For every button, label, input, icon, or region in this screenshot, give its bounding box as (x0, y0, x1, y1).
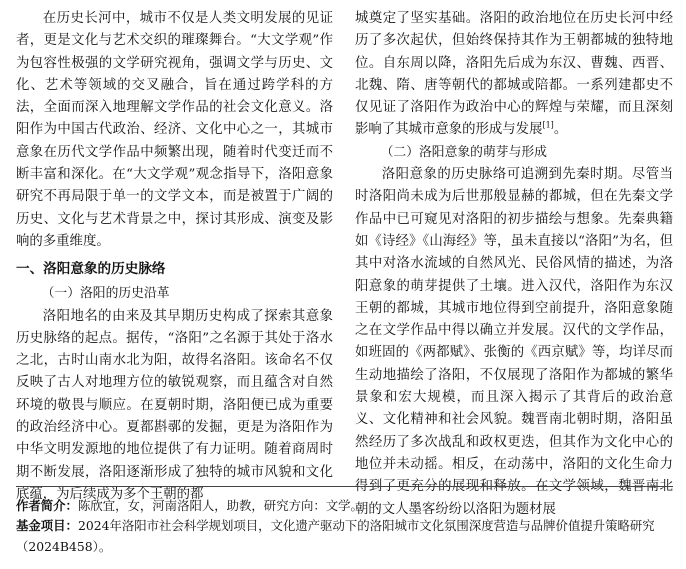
fund-label: 基金项目： (16, 518, 78, 533)
section-heading-history: 一、洛阳意象的历史脉络 (16, 261, 166, 278)
fund-text: 2024年洛阳市社会科学规划项目，文化遗产驱动下的洛阳城市文化氛围深度营造与品牌价值提升策略研究（2024B458）。 (16, 518, 655, 554)
continued-paragraph-end: 。 (553, 122, 568, 138)
right-column (355, 8, 673, 521)
continued-paragraph-text: 城奠定了坚实基础。洛阳的政治地位在历史长河中经历了多次起伏，但始终保持其作为王朝都城的独特地位。自东周以降，洛阳先后成为东汉、曹魏、西晋、北魏、隋、唐等朝代的都城或陪都。一系列建都史不仅见证了洛阳作为政治中心的辉煌与荣耀，而且深刻影响了其城市意象的形成与发展 (355, 11, 673, 138)
subsection-heading-emergence: （二）洛阳意象的萌芽与形成 (380, 144, 547, 160)
author-note (16, 495, 673, 516)
author-text: 陈欣宜，女，河南洛阳人，助教，研究方向：文学。 (77, 498, 363, 513)
fund-note (16, 515, 673, 557)
evolution-paragraph: 洛阳地名的由来及其早期历史构成了探索其意象历史脉络的起点。据传，“洛阳”之名源于其处于洛水之北，古时山南水北为阳，故得名洛阳。该命名不仅反映了古人对地理方位的敏锐观察，而且蕴含对自然环境的敬畏与顺应。在夏朝时期，洛阳便已成为重要的政治经济中心。夏都斟鄩的发掘，更是为洛阳作为中华文明发源地的地位提供了有力证明。随着商周时期不断发展，洛阳逐渐形成了独特的城市风貌和文化底蕴，为后续成为多个王朝的都 (16, 308, 333, 502)
left-column (16, 8, 333, 506)
subsection-heading-evolution: （一）洛阳的历史沿革 (41, 286, 170, 302)
intro-paragraph: 在历史长河中，城市不仅是人类文明发展的见证者，更是文化与艺术交织的璀璨舞台。“大文学观”作为包容性极强的文学研究视角，强调文学与历史、文化、艺术等领域的交叉融合，旨在通过跨学科的方法，全面而深入地理解文学作品的社会文化意义。洛阳作为中国古代政治、经济、文化中心之一，其城市意象在历代文学作品中频繁出现，随着时代变迁而不断丰富和深化。在“大文学观”观念指导下，洛阳意象研究不再局限于单一的文学文本，而是被置于广阔的历史、文化与艺术背景之中，探讨其形成、演变及影响的多重维度。 (16, 11, 333, 249)
author-label: 作者简介： (16, 498, 78, 513)
citation-marker: [1] (542, 121, 554, 131)
emergence-paragraph: 洛阳意象的历史脉络可追溯到先秦时期。尽管当时洛阳尚未成为后世那般显赫的都城，但在先秦文学作品中已可窥见对洛阳的初步描绘与想象。先秦典籍如《诗经》《山海经》等，虽未直接以“洛阳”为名，但其中对洛水流域的自然风光、民俗风情的描述，为洛阳意象的萌芽提供了土壤。进入汉代，洛阳作为东汉王朝的都城，其城市地位得到空前提升，洛阳意象随之在文学作品中得以确立并发展。汉代的文学作品，如班固的《两都赋》、张衡的《西京赋》等，均详尽而生动地描绘了洛阳，不仅展现了洛阳作为都城的繁华景象和宏大规模，而且深入揭示了其背后的政治意义、文化精神和社会风貌。魏晋南北朝时期，洛阳虽然经历了多次战乱和政权更迭，但其作为文化中心的地位并未动摇。相反，在动荡中，洛阳的文化生命力得到了更充分的展现和释放。在文学领域，魏晋南北朝的文人墨客纷纷以洛阳为题材展 (355, 167, 673, 517)
continued-paragraph (355, 8, 673, 142)
footnote-divider (16, 486, 673, 487)
